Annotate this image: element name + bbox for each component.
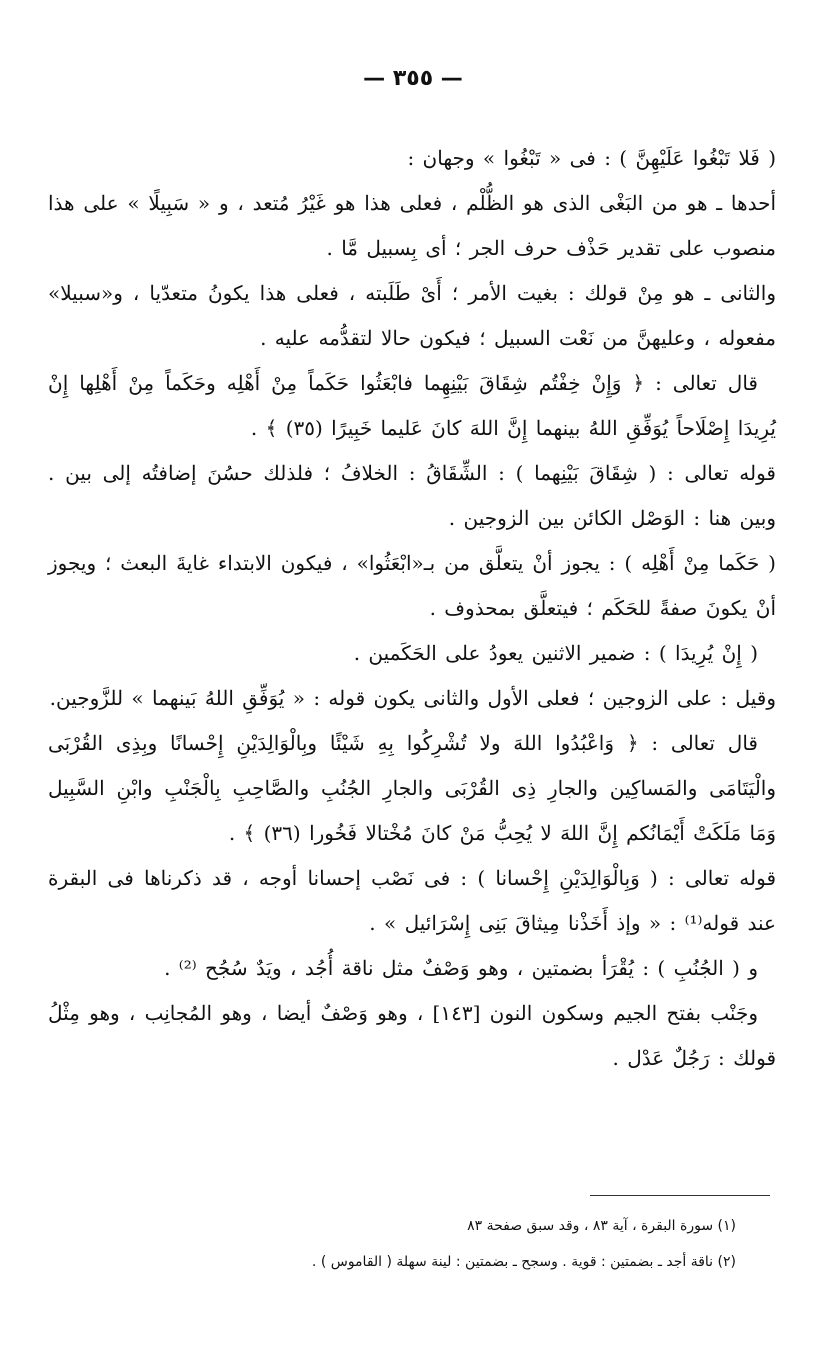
paragraph: قوله تعالى : ( شِقَاقَ بَيْنِهما ) : الشِّقَاقُ : الخلافُ ؛ فلذلك حسُنَ إضافتُه إلى بين . وبين هنا : الوَصْل الكائن بين الزوجين . [48, 461, 776, 530]
paragraph: قوله تعالى : ( وَبِالْوَالِدَيْنِ إِحْسانا ) : فى نَصْب إحسانا أوجه ، قد ذكرناها فى البقرة عند قوله⁽¹⁾ : « وإذ أَخَذْنا مِيثاقَ بَنِى إِسْرَائيل » . [48, 866, 776, 935]
paragraph: وجَنْب بفتح الجيم وسكون النون [١٤٣] ، وهو وَصْفٌ أيضا ، وهو المُجانِب ، وهو مِثْلُ قولك : رَجُلٌ عَدْل . [48, 1001, 776, 1070]
paragraph: وقيل : على الزوجين ؛ فعلى الأول والثانى يكون قوله : « يُوَفِّقِ اللهُ بَينهما » للزَّوجين. [49, 686, 776, 710]
paragraph: ( حَكَما مِنْ أَهْلِه ) : يجوز أنْ يتعلَّق من بـ«ابْعَثُوا» ، فيكون الابتداء غايةَ البعث ؛ ويجوز أنْ يكونَ صفةً للحَكَم ؛ فيتعلَّق بمحذوف . [48, 551, 776, 620]
paragraph: والثانى ـ هو مِنْ قولك : بغيت الأمر ؛ أَىْ طَلَبته ، فعلى هذا يكونُ متعدّيا ، و«سبيلا» مفعوله ، وعليهنَّ من نَعْت السبيل ؛ فيكون حالا لتقدُّمه عليه . [48, 281, 776, 350]
paragraph: و ( الجُنُبِ ) : يُقْرَأ بضمتين ، وهو وَصْفٌ مثل ناقة أُجُد ، ويَدٌ سُجُح ⁽²⁾ . [164, 956, 758, 980]
quran-verse: قال تعالى : ﴿ وَإِنْ خِفْتُم شِقَاقَ بَيْنِهِما فابْعَثُوا حَكَماً مِنْ أَهْلِه وحَكَماً مِنْ أَهْلِها إِنْ يُرِيدَا إِصْلَاحاً يُوَفِّقِ اللهُ بينهما إِنَّ اللهَ كانَ عَليما خَبِيرًا (٣٥) ﴾ . [48, 371, 776, 440]
footnote-divider [590, 1195, 770, 1196]
paragraph: ( فَلا تَبْغُوا عَلَيْهِنَّ ) : فى « تَبْغُوا » وجهان : [407, 146, 776, 170]
footnotes [48, 1208, 776, 1280]
paragraph: ( إِنْ يُرِيدَا ) : ضمير الاثنين يعودُ على الحَكَمين . [353, 641, 758, 665]
page-number: — ٣٥٥ — [363, 66, 463, 91]
footnote: (٢) ناقة أجد ـ بضمتين : قوية . وسجح ـ بضمتين : لينة سهلة ( القاموس ) . [311, 1254, 736, 1270]
footnote: (١) سورة البقرة ، آية ٨٣ ، وقد سبق صفحة ٨٣ [467, 1218, 736, 1234]
quran-verse: قال تعالى : ﴿ وَاعْبُدُوا اللهَ ولا تُشْرِكُوا بِهِ شَيْئًا وبِالْوَالِدَيْنِ إِحْسانًا وبِذِى القُرْبَى والْيَتَامَى والمَساكِين والجارِ ذِى القُرْبَى والجارِ الجُنُبِ والصَّاحِبِ بِالْجَنْبِ وابْنِ السَّبِيل وَمَا مَلَكَتْ أَيْمَانُكم إِنَّ اللهَ لا يُحِبُّ مَنْ كانَ مُخْتالا فَخُورا (٣٦) ﴾ . [48, 731, 776, 845]
paragraph: أحدها ـ هو من البَغْى الذى هو الظُّلْم ، فعلى هذا هو غَيْرُ مُتعد ، و « سَبِيلًا » على هذا منصوب على تقدير حَذْف حرف الجر ؛ أى بِسبيل مَّا . [48, 191, 776, 260]
main-text [48, 136, 776, 1081]
